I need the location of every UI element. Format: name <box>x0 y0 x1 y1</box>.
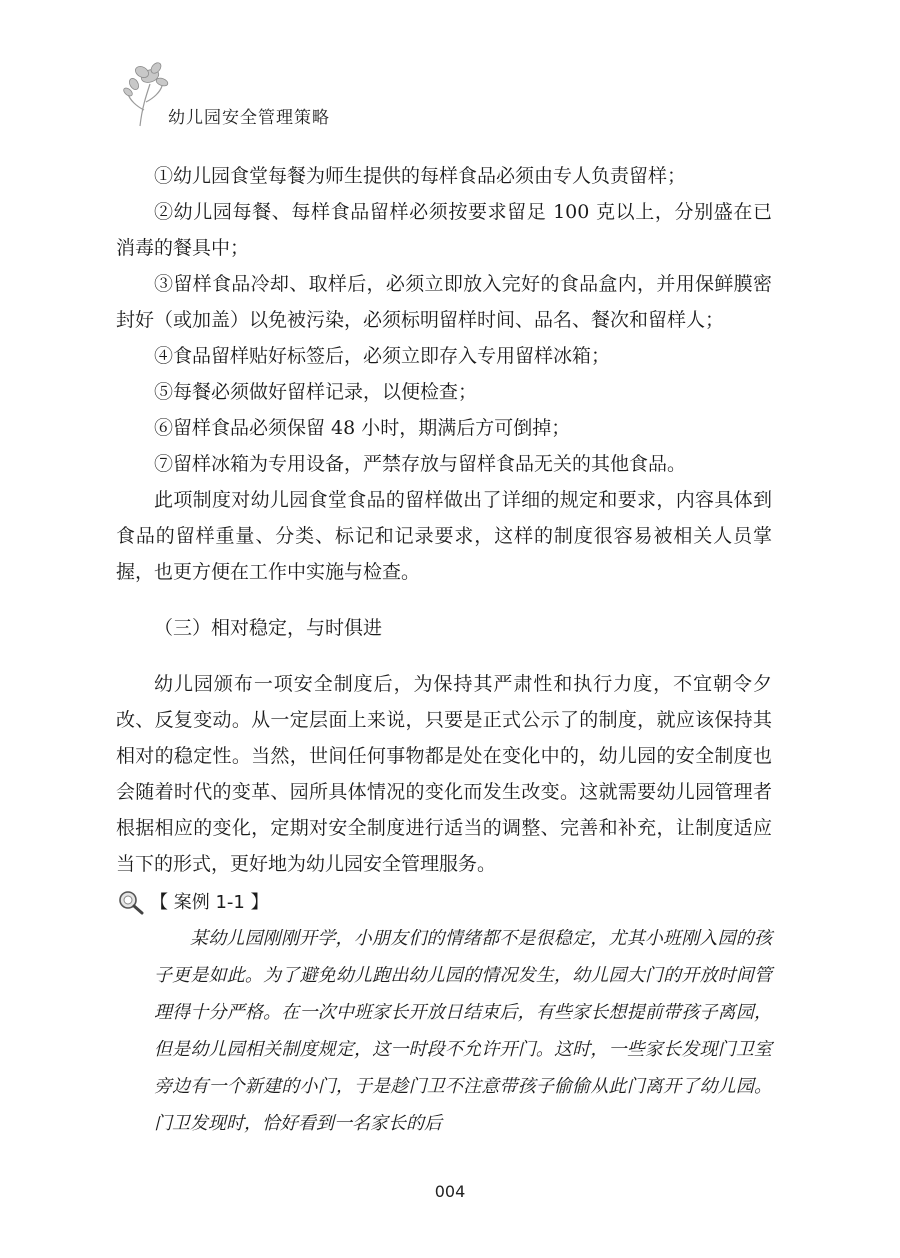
list-item: ③留样食品冷却、取样后，必须立即放入完好的食品盒内，并用保鲜膜密封好（或加盖）以免被污染，必须标明留样时间、品名、餐次和留样人； <box>116 273 772 331</box>
list-item: ⑥留样食品必须保留 48 小时，期满后方可倒掉； <box>154 417 571 439</box>
case-label: 【 案例 1-1 】 <box>150 892 269 913</box>
list-item: ⑦留样冰箱为专用设备，严禁存放与留样食品无关的其他食品。 <box>154 453 687 475</box>
list-item: ④食品留样贴好标签后，必须立即存入专用留样冰箱； <box>154 345 611 367</box>
summary-paragraph: 此项制度对幼儿园食堂食品的留样做出了详细的规定和要求，内容具体到食品的留样重量、分类、标记和记录要求，这样的制度很容易被相关人员掌握，也更方便在工作中实施与检查。 <box>116 489 772 583</box>
magnifier-case-icon <box>116 888 146 916</box>
section-heading: （三）相对稳定，与时俱进 <box>154 617 383 639</box>
page-number: 004 <box>434 1182 466 1201</box>
case-body <box>116 920 772 1142</box>
section-paragraph: 幼儿园颁布一项安全制度后，为保持其严肃性和执行力度，不宜朝令夕改、反复变动。从一定层面上来说，只要是正式公示了的制度，就应该保持其相对的稳定性。当然，世间任何事物都是处在变化中的，幼儿园的安全制度也会随着时代的变革、园所具体情况的变化而发生改变。这就需要幼儿园管理者根据相应的变化，定期对安全制度进行适当的调整、完善和补充，让制度适应当下的形式，更好地为幼儿园安全管理服务。 <box>116 673 772 875</box>
case-header <box>116 886 772 920</box>
list-item: ①幼儿园食堂每餐为师生提供的每样食品必须由专人负责留样； <box>154 165 687 187</box>
list-item: ⑤每餐必须做好留样记录，以便检查； <box>154 381 478 403</box>
list-item: ②幼儿园每餐、每样食品留样必须按要求留足 100 克以上，分别盛在已消毒的餐具中； <box>116 201 772 259</box>
header-title: 幼儿园安全管理策略 <box>168 108 330 128</box>
case-paragraph: 某幼儿园刚刚开学，小朋友们的情绪都不是很稳定，尤其小班刚入园的孩子更是如此。为了避免幼儿跑出幼儿园的情况发生，幼儿园大门的开放时间管理得十分严格。在一次中班家长开放日结束后，有些家长想提前带孩子离园，但是幼儿园相关制度规定，这一时段不允许开门。这时，一些家长发现门卫室旁边有一个新建的小门，于是趁门卫不注意带孩子偷偷从此门离开了幼儿园。门卫发现时，恰好看到一名家长的后 <box>154 928 772 1134</box>
page-content <box>116 158 772 1142</box>
